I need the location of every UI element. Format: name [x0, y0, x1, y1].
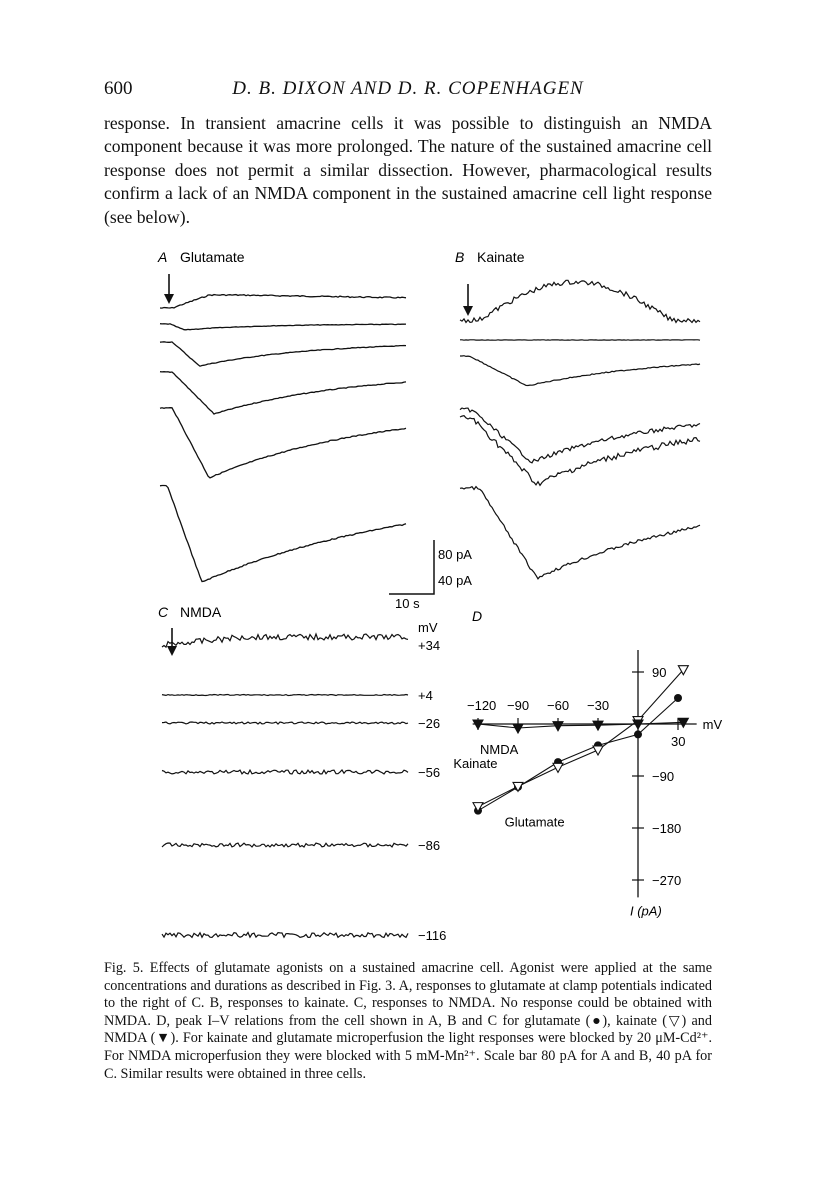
caption-lead: Fig. 5.: [104, 960, 144, 976]
y-tick-label: −90: [652, 769, 675, 784]
panel-d-iv-plot: [453, 650, 722, 918]
kainate-series-label: Kainate: [453, 755, 498, 771]
trace-a-3: [160, 342, 406, 366]
y-axis-label: I (pA): [630, 903, 662, 919]
trace-c-2: [162, 695, 408, 696]
potential-label: +34: [418, 638, 441, 653]
y-tick-label: −270: [652, 873, 682, 888]
panel-d-letter: D: [472, 608, 483, 624]
kainate-point: [553, 763, 563, 772]
x-tick-label: 30: [671, 734, 686, 749]
panel-b-title: Kainate: [477, 249, 525, 265]
y-tick-label: 90: [652, 665, 667, 680]
figure-caption: [104, 960, 712, 1083]
x-tick-label: −60: [547, 698, 570, 713]
trace-a-6: [160, 486, 406, 582]
body-paragraph: response. In transient amacrine cells it was possible to distinguish an NMDA component because it was more prolonged. The nature of the sustained amacrine cell response does not permit a similar dissection. However, pharmacological results confirm a lack of an NMDA component in the sustained amacrine cell light response (see below).: [104, 113, 712, 227]
running-header: [104, 78, 712, 104]
trace-b-3: [460, 356, 700, 386]
nmda-series-label: NMDA: [480, 742, 519, 757]
panel-c-potential-labels: [418, 638, 446, 943]
trace-c-6: [162, 933, 408, 938]
page-number: 600: [104, 78, 133, 99]
caption-text: Effects of glutamate agonists on a sustained amacrine cell. Agonist were applied at the same concentrations and durations as described in Fig. 3. A, responses to glutamate at clamp potentials indicated to the right of C. B, responses to kainate. C, responses to NMDA. No response could be obtained with NMDA. D, peak I–V relations from the cell shown in A, B and C for glutamate (●), kainate (▽) and NMDA (▼). For kainate and glutamate microperfusion the light responses were blocked by 20 μM-Cd²⁺. For NMDA microperfusion they were blocked with 5 mM-Mn²⁺. Scale bar 80 pA for A and B, 40 pA for C. Similar results were obtained in three cells.: [104, 960, 713, 1082]
trace-c-4: [162, 770, 408, 774]
trace-a-5: [160, 408, 406, 478]
running-authors: D. B. DIXON AND D. R. COPENHAGEN: [232, 78, 584, 99]
panel-a-title: Glutamate: [180, 249, 245, 265]
scale-bar: [389, 540, 434, 594]
x-tick-label: −120: [467, 698, 497, 713]
trace-a-4: [160, 372, 406, 414]
potential-label: −86: [418, 838, 441, 853]
x-tick-label: −90: [507, 698, 530, 713]
trace-b-6: [460, 487, 700, 579]
potential-label: −26: [418, 716, 441, 731]
body-text: [104, 112, 712, 229]
stimulus-arrow-a: [164, 274, 174, 304]
scale-time: 10 s: [395, 596, 420, 611]
trace-b-4: [460, 408, 700, 463]
panel-b-traces: [460, 280, 700, 579]
stimulus-arrow-b: [463, 284, 473, 316]
glutamate-point: [674, 694, 682, 702]
potential-label: +4: [418, 688, 433, 703]
panel-b-letter: B: [455, 249, 465, 265]
nmda-point: [513, 724, 523, 733]
potential-label: −116: [418, 928, 447, 943]
panel-c-traces: [162, 634, 408, 937]
y-tick-label: −180: [652, 821, 682, 836]
glutamate-series-label: Glutamate: [504, 814, 565, 830]
figure-canvas: [150, 240, 723, 950]
scale-current-ab: 80 pA: [438, 547, 472, 562]
kainate-point: [593, 746, 603, 755]
panel-a-letter: A: [158, 249, 168, 265]
panel-c-letter: C: [158, 604, 169, 620]
trace-c-3: [162, 722, 408, 724]
panel-c-title: NMDA: [180, 604, 222, 620]
trace-c-5: [162, 843, 408, 847]
panel-a-traces: [160, 295, 406, 582]
scale-current-c: 40 pA: [438, 573, 472, 588]
x-axis-label: mV: [702, 717, 723, 732]
panel-c-unit: mV: [418, 620, 438, 635]
trace-c-1: [162, 634, 408, 647]
x-tick-label: −30: [587, 698, 610, 713]
trace-b-1: [460, 280, 700, 322]
kainate-series-line: [478, 670, 686, 807]
figure-5: [150, 240, 723, 950]
trace-a-1: [160, 295, 406, 309]
nmda-series-line: [478, 722, 683, 728]
trace-a-2: [160, 324, 406, 330]
potential-label: −56: [418, 765, 441, 780]
trace-b-5: [460, 416, 700, 486]
glutamate-point: [634, 730, 642, 738]
